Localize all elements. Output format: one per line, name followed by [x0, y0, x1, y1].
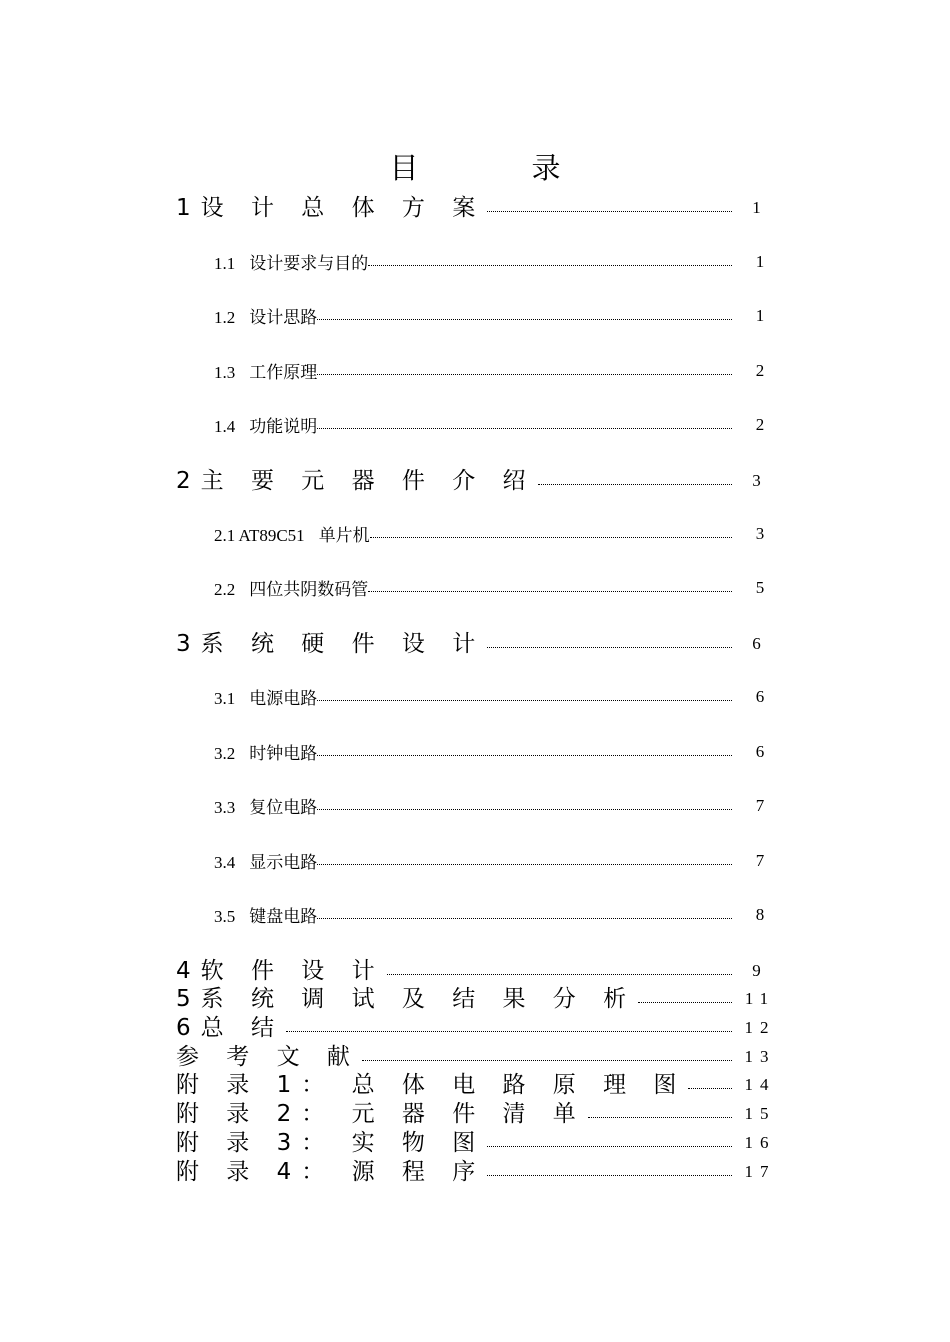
- toc-dot-leader: [317, 808, 732, 810]
- toc-page-number: 3: [752, 471, 768, 490]
- toc-entry-label: [214, 358, 317, 383]
- toc-entry-label: [214, 521, 370, 546]
- toc-dot-leader: [362, 1059, 732, 1061]
- toc-page-number: 7: [755, 796, 765, 815]
- toc-chapter-entry[interactable]: [176, 1066, 776, 1098]
- toc-section-title: 复位电路: [249, 798, 318, 817]
- toc-page-number: 11: [744, 989, 776, 1008]
- toc-section-title: 设计要求与目的: [249, 254, 369, 273]
- toc-page-number: 2: [755, 361, 765, 380]
- toc-section-entry[interactable]: [214, 303, 765, 327]
- toc-dot-leader: [588, 1116, 732, 1118]
- toc-section-title: 键盘电路: [249, 907, 318, 926]
- toc-chapter-entry[interactable]: [176, 625, 768, 657]
- toc-page-number: 6: [755, 687, 765, 706]
- toc-entry-label: 5系 统 调 试 及 结 果 分 析: [176, 986, 637, 1012]
- toc-section-number: 3.2: [214, 744, 236, 763]
- toc-page-number: 9: [752, 961, 768, 980]
- toc-page-number: 1: [755, 306, 765, 325]
- toc-section-number: 3.4: [214, 853, 236, 872]
- toc-dot-leader: [368, 590, 732, 592]
- toc-page-number: 16: [744, 1133, 776, 1152]
- toc-section-number: 2.1 AT89C51: [214, 526, 305, 545]
- toc-chapter-entry[interactable]: [176, 1124, 776, 1156]
- toc-page-number: 17: [744, 1162, 776, 1181]
- toc-dot-leader: [317, 699, 732, 701]
- toc-dot-leader: [317, 754, 732, 756]
- toc-entry-label: [214, 848, 317, 873]
- toc-entry-label: [214, 575, 368, 600]
- toc-dot-leader: [286, 1030, 732, 1032]
- toc-section-entry[interactable]: [214, 358, 765, 382]
- toc-section-title: 单片机: [318, 526, 370, 545]
- toc-section-title: 功能说明: [249, 417, 318, 436]
- toc-section-entry[interactable]: [214, 684, 765, 708]
- toc-chapter-entry[interactable]: [176, 462, 768, 494]
- toc-page-number: 15: [744, 1104, 776, 1123]
- toc-section-entry[interactable]: [214, 521, 765, 545]
- toc-dot-leader: [317, 318, 732, 320]
- toc-section-entry[interactable]: [214, 575, 765, 599]
- toc-entry-label: [214, 412, 317, 437]
- toc-entry-label: 附 录 2： 元 器 件 清 单: [176, 1101, 586, 1127]
- toc-section-entry[interactable]: [214, 412, 765, 436]
- toc-chapter-entry[interactable]: [176, 1009, 776, 1041]
- toc-chapter-entry[interactable]: [176, 980, 776, 1012]
- toc-entry-label: 1设 计 总 体 方 案: [176, 195, 486, 221]
- toc-entry-label: [214, 249, 368, 274]
- toc-section-title: 时钟电路: [249, 744, 318, 763]
- toc-section-number: 1.3: [214, 363, 236, 382]
- toc-section-title: 工作原理: [249, 363, 318, 382]
- toc-section-entry[interactable]: [214, 249, 765, 273]
- toc-dot-leader: [688, 1087, 732, 1089]
- toc-dot-leader: [368, 264, 732, 266]
- toc-title: 目 录: [389, 151, 603, 185]
- toc-page-number: 6: [755, 742, 765, 761]
- toc-dot-leader: [317, 917, 732, 919]
- toc-entry-label: 附 录 1： 总 体 电 路 原 理 图: [176, 1072, 687, 1098]
- toc-dot-leader: [487, 646, 732, 648]
- toc-page-number: 8: [755, 905, 765, 924]
- toc-section-entry[interactable]: [214, 848, 765, 872]
- toc-chapter-entry[interactable]: [176, 952, 768, 984]
- toc-entry-label: 4软 件 设 计: [176, 958, 385, 984]
- toc-dot-leader: [487, 210, 732, 212]
- toc-page-number: 12: [744, 1018, 776, 1037]
- toc-entry-label: 附 录 3： 实 物 图: [176, 1130, 486, 1156]
- toc-dot-leader: [538, 483, 733, 485]
- toc-page-number: 6: [752, 634, 768, 653]
- toc-entry-label: [214, 684, 317, 709]
- toc-section-title: 显示电路: [249, 853, 318, 872]
- toc-page-number: 1: [752, 198, 768, 217]
- toc-section-number: 1.1: [214, 254, 236, 273]
- toc-entry-label: [214, 902, 317, 927]
- toc-section-number: 3.3: [214, 798, 236, 817]
- toc-section-number: 3.1: [214, 689, 236, 708]
- toc-section-number: 3.5: [214, 907, 236, 926]
- toc-page-number: 1: [755, 252, 765, 271]
- toc-dot-leader: [317, 373, 732, 375]
- toc-section-entry[interactable]: [214, 793, 765, 817]
- toc-dot-leader: [370, 536, 732, 538]
- toc-section-title: 四位共阴数码管: [249, 580, 369, 599]
- toc-section-number: 1.4: [214, 417, 236, 436]
- toc-dot-leader: [487, 1174, 732, 1176]
- toc-chapter-entry[interactable]: [176, 1095, 776, 1127]
- toc-section-title: 设计思路: [249, 308, 318, 327]
- toc-page-number: 5: [755, 578, 765, 597]
- toc-section-number: 1.2: [214, 308, 236, 327]
- toc-dot-leader: [638, 1001, 732, 1003]
- toc-section-title: 电源电路: [249, 689, 318, 708]
- toc-dot-leader: [317, 427, 732, 429]
- toc-section-entry[interactable]: [214, 902, 765, 926]
- toc-entry-label: 3系 统 硬 件 设 计: [176, 631, 486, 657]
- toc-dot-leader: [487, 1145, 732, 1147]
- toc-entry-label: [214, 739, 317, 764]
- toc-entry-label: 参 考 文 献: [176, 1044, 360, 1070]
- toc-entry-label: 附 录 4： 源 程 序: [176, 1159, 486, 1185]
- toc-entry-label: 6总 结: [176, 1015, 284, 1041]
- toc-entry-label: [214, 303, 317, 328]
- toc-chapter-entry[interactable]: [176, 1153, 776, 1185]
- toc-section-entry[interactable]: [214, 739, 765, 763]
- toc-page-number: 7: [755, 851, 765, 870]
- toc-dot-leader: [387, 973, 732, 975]
- toc-page-number: 2: [755, 415, 765, 434]
- toc-chapter-entry[interactable]: [176, 189, 768, 221]
- toc-section-number: 2.2: [214, 580, 236, 599]
- toc-page-number: 13: [744, 1047, 776, 1066]
- toc-entry-label: [214, 793, 317, 818]
- toc-chapter-entry[interactable]: [176, 1038, 776, 1070]
- toc-page-number: 3: [755, 524, 765, 543]
- toc-page-number: 14: [744, 1075, 776, 1094]
- toc-entry-label: 2主 要 元 器 件 介 绍: [176, 468, 536, 494]
- toc-dot-leader: [317, 863, 732, 865]
